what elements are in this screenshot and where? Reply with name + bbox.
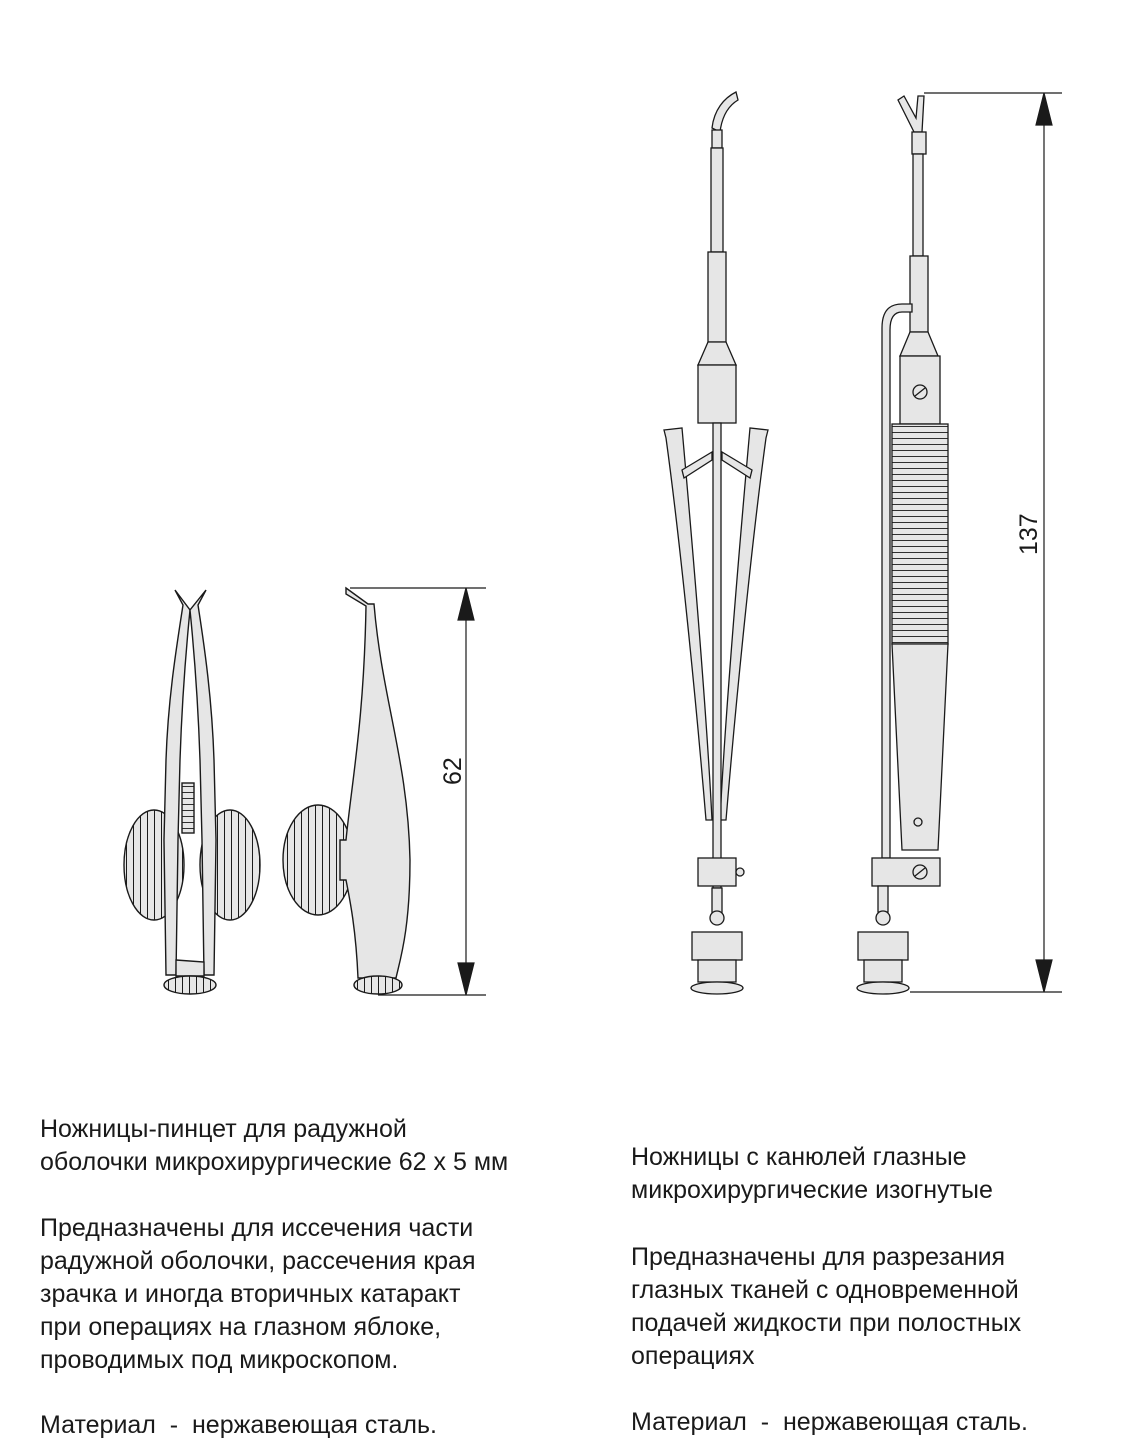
left-ratchet-arm [664, 428, 712, 820]
instrument1-description: Предназначены для иссечения части радужной оболочки, рассечения края зрачка и иногда вторичных катаракт при операциях на глазном яблоке, проводимых под микроскопом. [40, 1214, 476, 1374]
hinge-plate [176, 960, 204, 976]
tip-hook [712, 92, 738, 132]
ribbed-handle [892, 424, 948, 644]
cannula-scissors-front-view [664, 92, 768, 994]
end-knob [164, 976, 216, 994]
dimension-label-137: 137 [1015, 513, 1043, 555]
instrument2-title: Ножницы с канюлей глазные микрохирургические изогнутые [631, 1143, 993, 1204]
instrument2-material: Материал - нержавеющая сталь. [631, 1408, 1028, 1436]
dimension-label-62: 62 [439, 757, 467, 785]
instrument1-material: Материал - нержавеющая сталь. [40, 1411, 437, 1439]
screw [182, 783, 194, 833]
cannula-scissors-side-view [857, 96, 948, 994]
central-rod [713, 423, 721, 888]
side-luer-hub [858, 932, 908, 960]
instrument2-description: Предназначены для разрезания глазных тканей с одновременной подачей жидкости при полостных операциях [631, 1243, 1022, 1370]
front-collar [698, 342, 736, 365]
front-luer-hub [692, 932, 742, 960]
instrument1-title: Ножницы-пинцет для радужной оболочки микрохирургические 62 х 5 мм [40, 1115, 509, 1176]
side-end-knob [354, 976, 402, 994]
iris-scissors-front-view [124, 590, 260, 994]
side-body [340, 588, 410, 978]
iris-scissors-side-view [283, 588, 410, 994]
side-collar [900, 332, 938, 356]
right-ratchet-arm [720, 428, 768, 820]
side-tip [898, 96, 924, 132]
